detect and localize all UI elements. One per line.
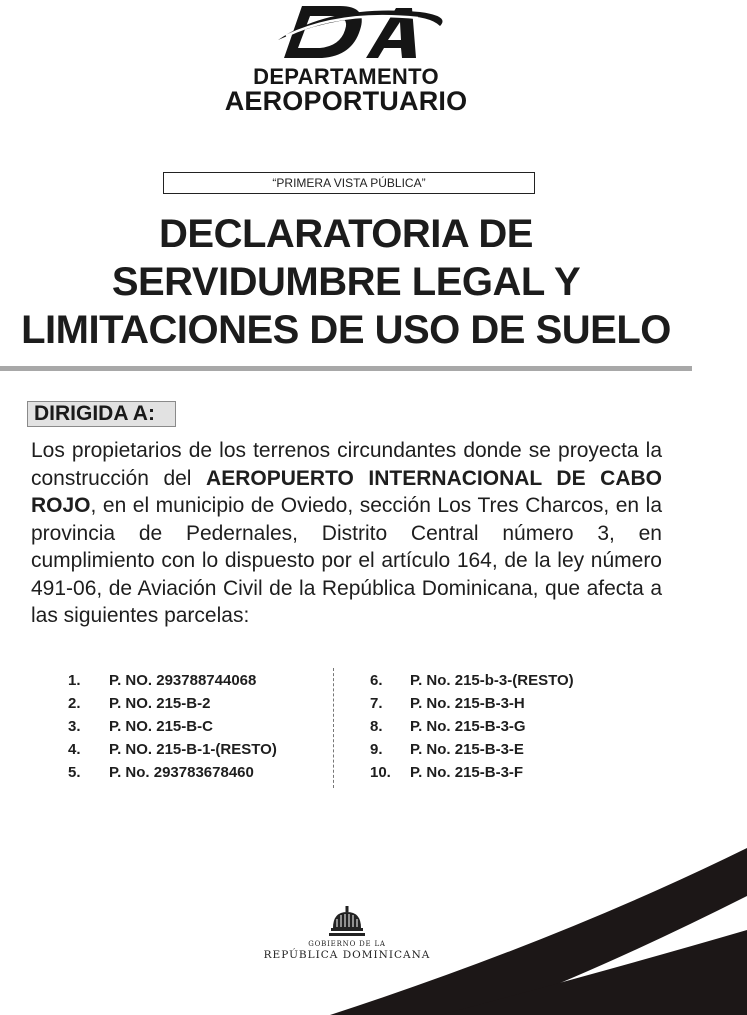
government-dome-icon [328, 906, 366, 940]
parcel-item [370, 715, 574, 738]
parcel-item [370, 738, 574, 761]
org-name-line1: DEPARTAMENTO [253, 64, 439, 89]
parcel-id: P. No. 215-B-3-F [410, 764, 524, 781]
parcel-list-right [370, 669, 574, 784]
parcel-item [370, 761, 574, 784]
parcel-number: 1. [68, 672, 81, 689]
paragraph-text-start: Los propietarios de los terrenos circundantes donde se proyecta la construcción del [31, 439, 662, 490]
parcel-number: 8. [370, 718, 383, 735]
government-line2: REPÚBLICA DOMINICANA [263, 949, 431, 961]
parcel-item [68, 669, 277, 692]
addressed-paragraph [31, 437, 662, 630]
parcel-number: 6. [370, 672, 383, 689]
notice-title [0, 210, 692, 354]
parcel-item [68, 738, 277, 761]
parcel-number: 5. [68, 764, 81, 781]
parcel-id: P. No. 293783678460 [109, 764, 254, 781]
parcel-number: 9. [370, 741, 383, 758]
notice-label: “PRIMERA VISTA PÚBLICA” [163, 172, 535, 194]
parcel-item [68, 715, 277, 738]
parcel-id: P. NO. 215-B-1-(RESTO) [109, 741, 277, 758]
parcel-item [68, 761, 277, 784]
parcel-number: 10. [370, 764, 391, 781]
paragraph-text-end: , en el municipio de Oviedo, sección Los Tres Charcos, en la provincia de Pedernales, Distrito Central número 3, en cumplimiento con lo dispuesto por el artículo 164, de la ley número 491-06, de Aviación Civil de la República Dominicana, que afecta a las siguientes parcelas: [31, 494, 662, 627]
parcel-number: 3. [68, 718, 81, 735]
paragraph-airport-name: AEROPUERTO INTERNACIONAL DE CABO ROJO [31, 466, 662, 517]
parcel-number: 2. [68, 695, 81, 712]
addressed-heading: DIRIGIDA A: [27, 401, 176, 427]
parcel-id: P. NO. 215-B-2 [109, 695, 211, 712]
parcel-id: P. No. 215-b-3-(RESTO) [410, 672, 574, 689]
parcel-item [68, 692, 277, 715]
notice-title-line: DECLARATORIA DE [159, 212, 533, 256]
parcel-list-left [68, 669, 277, 784]
departamento-aeroportuario-logo-icon [270, 0, 460, 64]
section-divider [0, 366, 692, 371]
parcel-id: P. NO. 215-B-C [109, 718, 213, 735]
parcel-id: P. No. 215-B-3-E [410, 741, 524, 758]
parcel-id: P. NO. 293788744068 [109, 672, 257, 689]
parcel-id: P. No. 215-B-3-G [410, 718, 526, 735]
parcel-number: 7. [370, 695, 383, 712]
notice-title-line: SERVIDUMBRE LEGAL Y [111, 260, 581, 304]
parcel-id: P. No. 215-B-3-H [410, 695, 525, 712]
footer-swoosh [0, 830, 747, 1015]
org-name-line2: AEROPORTUARIO [224, 86, 468, 116]
list-divider [333, 668, 334, 788]
parcel-item [370, 669, 574, 692]
government-line1: GOBIERNO DE LA [308, 940, 386, 948]
notice-title-line: LIMITACIONES DE USO DE SUELO [21, 308, 671, 352]
parcel-item [370, 692, 574, 715]
parcel-number: 4. [68, 741, 81, 758]
